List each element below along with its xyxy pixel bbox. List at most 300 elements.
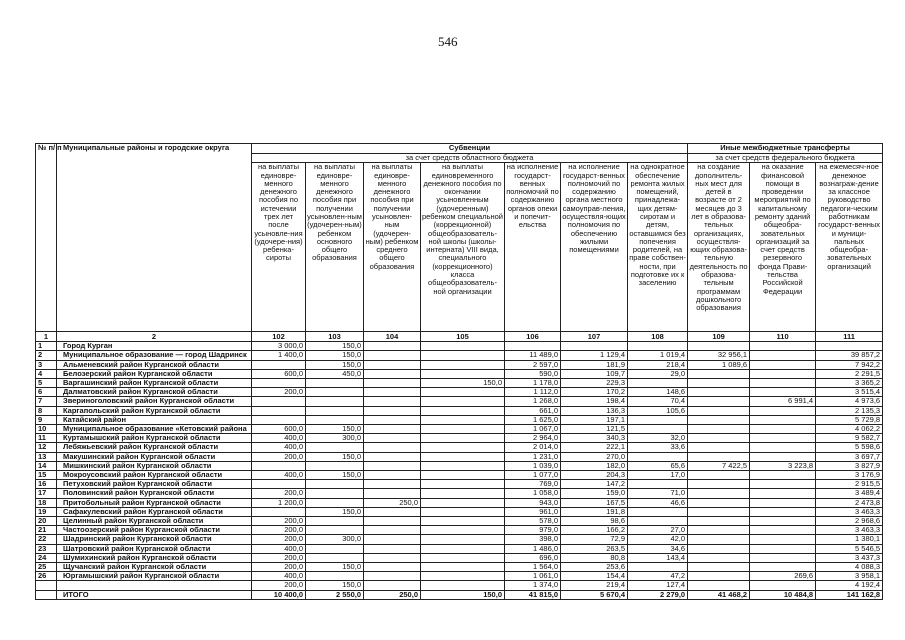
column-index: 107	[561, 332, 628, 342]
value-cell: 2 597,0	[505, 360, 561, 369]
value-cell: 400,0	[252, 572, 306, 581]
value-cell	[252, 397, 306, 406]
total-label: ИТОГО	[57, 590, 252, 599]
value-cell: 400,0	[252, 443, 306, 452]
value-cell: 27,0	[628, 526, 688, 535]
value-cell	[364, 342, 421, 351]
value-cell	[306, 406, 364, 415]
column-header: на исполнение государст-венных полномочий по содержанию органов опеки и попечит-ельства	[505, 163, 561, 332]
table-row	[36, 397, 883, 406]
table-row	[36, 351, 883, 360]
row-number: 24	[36, 553, 57, 562]
value-cell: 1 129,4	[561, 351, 628, 360]
total-value: 141 162,8	[816, 590, 883, 599]
table-row	[36, 498, 883, 507]
value-cell: 1 112,0	[505, 388, 561, 397]
value-cell: 3 365,2	[816, 379, 883, 388]
value-cell	[252, 360, 306, 369]
value-cell: 1 486,0	[505, 544, 561, 553]
value-cell: 150,0	[306, 452, 364, 461]
value-cell: 150,0	[306, 563, 364, 572]
value-cell: 4 192,4	[816, 581, 883, 590]
municipality-name: Звериноголовский район Курганской области	[57, 397, 252, 406]
value-cell	[688, 507, 750, 516]
municipality-name: Юргамышский район Курганской области	[57, 572, 252, 581]
value-cell: 159,0	[561, 489, 628, 498]
header-subsidies: Субвенции	[252, 144, 688, 154]
value-cell	[688, 369, 750, 378]
row-number: 12	[36, 443, 57, 452]
value-cell	[364, 351, 421, 360]
column-index: 105	[421, 332, 505, 342]
value-cell: 2 968,6	[816, 517, 883, 526]
value-cell	[306, 517, 364, 526]
value-cell: 229,3	[561, 379, 628, 388]
municipality-name: Муниципальное образование — город Шадринск	[57, 351, 252, 360]
value-cell: 6 991,4	[750, 397, 816, 406]
row-number: 6	[36, 388, 57, 397]
table-row	[36, 452, 883, 461]
municipality-name: Притобольный район Курганской области	[57, 498, 252, 507]
municipality-name: Город Курган	[57, 342, 252, 351]
value-cell: 181,9	[561, 360, 628, 369]
budget-table	[35, 143, 883, 600]
value-cell	[364, 572, 421, 581]
value-cell	[421, 388, 505, 397]
value-cell: 590,0	[505, 369, 561, 378]
value-cell: 200,0	[252, 535, 306, 544]
value-cell	[688, 425, 750, 434]
value-cell: 3 515,4	[816, 388, 883, 397]
value-cell: 34,6	[628, 544, 688, 553]
row-number: 18	[36, 498, 57, 507]
value-cell	[750, 406, 816, 415]
value-cell	[421, 415, 505, 424]
value-cell: 3 463,3	[816, 526, 883, 535]
municipality-name: Мокроусовский район Курганской области	[57, 471, 252, 480]
value-cell	[421, 425, 505, 434]
value-cell	[750, 535, 816, 544]
value-cell: 300,0	[306, 535, 364, 544]
value-cell	[421, 498, 505, 507]
value-cell	[688, 480, 750, 489]
municipality-name: Половинский район Курганской области	[57, 489, 252, 498]
value-cell: 121,5	[561, 425, 628, 434]
value-cell: 200,0	[252, 563, 306, 572]
municipality-name: Муниципальное образование «Кетовский района	[57, 425, 252, 434]
value-cell	[421, 526, 505, 535]
value-cell: 3 223,8	[750, 461, 816, 470]
value-cell	[421, 406, 505, 415]
value-cell	[688, 471, 750, 480]
value-cell: 1 039,0	[505, 461, 561, 470]
value-cell: 167,5	[561, 498, 628, 507]
value-cell	[750, 434, 816, 443]
column-header: на выплаты единовре-менного денежного пособия при получении усыновлен-ным (удочерен-ным) ребенком основного общего образования	[306, 163, 364, 332]
column-index: 104	[364, 332, 421, 342]
value-cell: 578,0	[505, 517, 561, 526]
total-row	[36, 590, 883, 599]
value-cell: 218,4	[628, 360, 688, 369]
row-number: 7	[36, 397, 57, 406]
value-cell: 270,0	[561, 452, 628, 461]
value-cell	[688, 563, 750, 572]
value-cell: 143,4	[628, 553, 688, 562]
value-cell	[750, 581, 816, 590]
value-cell: 170,2	[561, 388, 628, 397]
municipality-name: Сафакулевский район Курганской области	[57, 507, 252, 516]
total-value: 2 550,0	[306, 590, 364, 599]
value-cell	[364, 443, 421, 452]
column-header: на исполнение государст-венных полномочий по содержанию органа местного самоуправ-ления, осуществля-ющих полномочия по обеспечению жилыми помещениями	[561, 163, 628, 332]
municipality-name	[57, 581, 252, 590]
value-cell: 150,0	[306, 351, 364, 360]
value-cell: 39 857,2	[816, 351, 883, 360]
value-cell: 1 564,0	[505, 563, 561, 572]
value-cell: 17,0	[628, 471, 688, 480]
value-cell: 1 380,1	[816, 535, 883, 544]
value-cell	[688, 517, 750, 526]
column-index-row	[36, 332, 883, 342]
row-number: 26	[36, 572, 57, 581]
row-number: 11	[36, 434, 57, 443]
value-cell: 127,4	[628, 581, 688, 590]
column-header: на выплаты единовременного денежного пособия по окончании усыновленным (удочеренным) ребенком специальной (коррекционной) общеобразователь-ной школы (школы-интерната) VIII вида, специального (коррекционного) класса общеобразователь-ной организации	[421, 163, 505, 332]
value-cell: 200,0	[252, 388, 306, 397]
value-cell	[688, 388, 750, 397]
value-cell	[306, 489, 364, 498]
value-cell	[750, 498, 816, 507]
value-cell: 269,6	[750, 572, 816, 581]
total-value: 10 484,8	[750, 590, 816, 599]
value-cell	[421, 489, 505, 498]
municipality-name: Макушинский район Курганской области	[57, 452, 252, 461]
value-cell	[750, 480, 816, 489]
value-cell: 263,5	[561, 544, 628, 553]
value-cell: 219,4	[561, 581, 628, 590]
row-number: 9	[36, 415, 57, 424]
value-cell: 300,0	[306, 434, 364, 443]
value-cell	[750, 415, 816, 424]
value-cell	[750, 379, 816, 388]
value-cell: 4 088,3	[816, 563, 883, 572]
value-cell	[688, 406, 750, 415]
value-cell: 5 598,6	[816, 443, 883, 452]
value-cell: 150,0	[306, 360, 364, 369]
value-cell	[628, 415, 688, 424]
total-value: 150,0	[421, 590, 505, 599]
value-cell: 4 973,6	[816, 397, 883, 406]
value-cell	[750, 471, 816, 480]
value-cell: 109,7	[561, 369, 628, 378]
value-cell	[364, 406, 421, 415]
value-cell	[364, 581, 421, 590]
value-cell	[750, 443, 816, 452]
value-cell: 943,0	[505, 498, 561, 507]
value-cell: 32,0	[628, 434, 688, 443]
column-header: на однократное обеспечение ремонта жилых помещений, принадлежа-щих детям-сиротам и детям, оставшимся без попечения родителей, на праве собствен-ности, при подготовке их к заселению	[628, 163, 688, 332]
value-cell	[364, 425, 421, 434]
municipality-name: Далматовский район Курганской области	[57, 388, 252, 397]
row-number: 14	[36, 461, 57, 470]
value-cell: 961,0	[505, 507, 561, 516]
value-cell: 197,1	[561, 415, 628, 424]
value-cell: 200,0	[252, 517, 306, 526]
value-cell	[306, 388, 364, 397]
value-cell	[688, 489, 750, 498]
column-index: 108	[628, 332, 688, 342]
value-cell	[364, 535, 421, 544]
value-cell: 2 291,5	[816, 369, 883, 378]
column-index: 110	[750, 332, 816, 342]
total-number	[36, 590, 57, 599]
column-index: 103	[306, 332, 364, 342]
table-row	[36, 581, 883, 590]
value-cell: 72,9	[561, 535, 628, 544]
value-cell: 46,6	[628, 498, 688, 507]
municipality-name: Частоозерский район Курганской области	[57, 526, 252, 535]
value-cell	[688, 443, 750, 452]
value-cell	[421, 572, 505, 581]
value-cell: 3 697,7	[816, 452, 883, 461]
municipality-name: Петуховский район Курганской области	[57, 480, 252, 489]
table-row	[36, 360, 883, 369]
column-header: на создание дополнитель-ных мест для детей в возрасте от 2 месяцев до 3 лет в образова-тельных организациях, осуществля-ющих образова-тельную деятельность по образова-тельным программам дошкольного образования	[688, 163, 750, 332]
value-cell: 600,0	[252, 369, 306, 378]
value-cell: 450,0	[306, 369, 364, 378]
value-cell	[364, 526, 421, 535]
value-cell	[364, 388, 421, 397]
value-cell	[750, 351, 816, 360]
row-number: 2	[36, 351, 57, 360]
municipality-name: Куртамышский район Курганской области	[57, 434, 252, 443]
value-cell	[688, 452, 750, 461]
value-cell: 3 958,1	[816, 572, 883, 581]
table-row	[36, 489, 883, 498]
value-cell	[750, 507, 816, 516]
value-cell: 1 067,0	[505, 425, 561, 434]
value-cell: 340,3	[561, 434, 628, 443]
value-cell: 32 956,1	[688, 351, 750, 360]
value-cell: 150,0	[306, 342, 364, 351]
value-cell: 2 135,3	[816, 406, 883, 415]
row-number: 17	[36, 489, 57, 498]
value-cell	[750, 425, 816, 434]
municipality-name: Лебяжьевский район Курганской области	[57, 443, 252, 452]
value-cell	[364, 369, 421, 378]
row-number: 13	[36, 452, 57, 461]
value-cell: 398,0	[505, 535, 561, 544]
value-cell	[750, 342, 816, 351]
value-cell: 1 061,0	[505, 572, 561, 581]
value-cell	[306, 498, 364, 507]
value-cell	[750, 452, 816, 461]
value-cell	[421, 517, 505, 526]
header-subsidies-source: за счет средств областного бюджета	[252, 154, 688, 163]
value-cell: 2 915,5	[816, 480, 883, 489]
value-cell	[306, 397, 364, 406]
page-number: 546	[438, 34, 458, 49]
municipality-name: Мишкинский район Курганской области	[57, 461, 252, 470]
value-cell	[364, 360, 421, 369]
value-cell	[306, 443, 364, 452]
row-number: 5	[36, 379, 57, 388]
value-cell	[628, 507, 688, 516]
value-cell: 47,2	[628, 572, 688, 581]
value-cell: 1 268,0	[505, 397, 561, 406]
value-cell	[364, 452, 421, 461]
value-cell: 182,0	[561, 461, 628, 470]
value-cell	[750, 526, 816, 535]
value-cell: 204,3	[561, 471, 628, 480]
value-cell	[421, 434, 505, 443]
value-cell: 150,0	[306, 471, 364, 480]
value-cell: 148,6	[628, 388, 688, 397]
header-transfers: Иные межбюджетные трансферты	[688, 144, 883, 154]
municipality-name: Шатровский район Курганской области	[57, 544, 252, 553]
row-number: 4	[36, 369, 57, 378]
value-cell: 147,2	[561, 480, 628, 489]
value-cell	[688, 498, 750, 507]
value-cell	[421, 443, 505, 452]
column-index: 102	[252, 332, 306, 342]
value-cell	[421, 581, 505, 590]
value-cell	[364, 489, 421, 498]
table-row	[36, 535, 883, 544]
value-cell	[421, 507, 505, 516]
value-cell: 200,0	[252, 489, 306, 498]
value-cell: 191,8	[561, 507, 628, 516]
value-cell: 400,0	[252, 544, 306, 553]
value-cell: 400,0	[252, 434, 306, 443]
value-cell	[421, 553, 505, 562]
row-number: 15	[36, 471, 57, 480]
value-cell: 154,4	[561, 572, 628, 581]
row-number: 3	[36, 360, 57, 369]
value-cell: 3 437,3	[816, 553, 883, 562]
value-cell: 3 176,9	[816, 471, 883, 480]
value-cell: 1 400,0	[252, 351, 306, 360]
value-cell	[364, 379, 421, 388]
column-index: 106	[505, 332, 561, 342]
row-number	[36, 581, 57, 590]
column-header: на ежемесяч-ное денежное вознаграж-дение за классное руководство педагоги-ческим работникам государст-венных и муници-пальных общеобра-зовательных организаций	[816, 163, 883, 332]
value-cell	[688, 553, 750, 562]
value-cell: 200,0	[252, 553, 306, 562]
header-number: № п/ п	[36, 144, 57, 332]
value-cell	[688, 535, 750, 544]
value-cell: 5 729,8	[816, 415, 883, 424]
value-cell: 1 231,0	[505, 452, 561, 461]
column-header: на выплаты единовре-менного денежного пособия при получении усыновлен-ным (удочерен-ным) ребенком среднего общего образования	[364, 163, 421, 332]
value-cell	[364, 480, 421, 489]
value-cell: 150,0	[306, 425, 364, 434]
value-cell: 136,3	[561, 406, 628, 415]
value-cell: 198,4	[561, 397, 628, 406]
value-cell	[688, 379, 750, 388]
value-cell: 1 058,0	[505, 489, 561, 498]
municipality-name: Шумихинский район Курганской области	[57, 553, 252, 562]
value-cell	[364, 507, 421, 516]
value-cell: 71,0	[628, 489, 688, 498]
value-cell	[628, 452, 688, 461]
value-cell: 250,0	[364, 498, 421, 507]
value-cell: 2 473,8	[816, 498, 883, 507]
value-cell: 200,0	[252, 526, 306, 535]
value-cell: 222,1	[561, 443, 628, 452]
value-cell	[306, 544, 364, 553]
value-cell	[688, 572, 750, 581]
value-cell	[421, 452, 505, 461]
row-number: 16	[36, 480, 57, 489]
value-cell: 200,0	[252, 452, 306, 461]
total-value: 5 670,4	[561, 590, 628, 599]
row-number: 22	[36, 535, 57, 544]
value-cell: 70,4	[628, 397, 688, 406]
value-cell	[421, 351, 505, 360]
value-cell	[421, 342, 505, 351]
value-cell	[364, 397, 421, 406]
value-cell	[421, 480, 505, 489]
value-cell: 33,6	[628, 443, 688, 452]
value-cell	[750, 553, 816, 562]
value-cell	[364, 563, 421, 572]
value-cell: 600,0	[252, 425, 306, 434]
row-number: 20	[36, 517, 57, 526]
value-cell: 1 374,0	[505, 581, 561, 590]
value-cell: 3 000,0	[252, 342, 306, 351]
value-cell: 2 014,0	[505, 443, 561, 452]
value-cell	[364, 461, 421, 470]
value-cell: 4 062,2	[816, 425, 883, 434]
row-number: 21	[36, 526, 57, 535]
value-cell	[421, 360, 505, 369]
value-cell: 5 546,5	[816, 544, 883, 553]
row-number: 25	[36, 563, 57, 572]
value-cell: 80,8	[561, 553, 628, 562]
value-cell	[421, 397, 505, 406]
value-cell: 1 077,0	[505, 471, 561, 480]
value-cell: 65,6	[628, 461, 688, 470]
value-cell: 3 827,9	[816, 461, 883, 470]
table-row	[36, 544, 883, 553]
value-cell	[364, 471, 421, 480]
value-cell: 1 019,4	[628, 351, 688, 360]
value-cell: 769,0	[505, 480, 561, 489]
municipality-name: Белозерский район Курганской области	[57, 369, 252, 378]
value-cell	[688, 397, 750, 406]
value-cell: 150,0	[306, 581, 364, 590]
municipality-name: Щучанский район Курганской области	[57, 563, 252, 572]
column-index: 111	[816, 332, 883, 342]
value-cell: 7 942,2	[816, 360, 883, 369]
total-value: 10 400,0	[252, 590, 306, 599]
value-cell: 400,0	[252, 471, 306, 480]
value-cell	[364, 544, 421, 553]
header-transfers-source: за счет средств федерального бюджета	[688, 154, 883, 163]
value-cell	[750, 489, 816, 498]
value-cell	[750, 517, 816, 526]
municipality-name: Каргапольский район Курганской области	[57, 406, 252, 415]
column-index: 2	[57, 332, 252, 342]
value-cell	[421, 461, 505, 470]
header-municipality: Муниципальные районы и городские округа	[57, 144, 252, 332]
column-header: на выплаты единовре-менного денежного пособия по истечении трех лет после усыновле-ния (удочере-ния) ребенка-сироты	[252, 163, 306, 332]
value-cell	[364, 415, 421, 424]
value-cell: 1 178,0	[505, 379, 561, 388]
value-cell	[750, 369, 816, 378]
value-cell: 150,0	[306, 507, 364, 516]
